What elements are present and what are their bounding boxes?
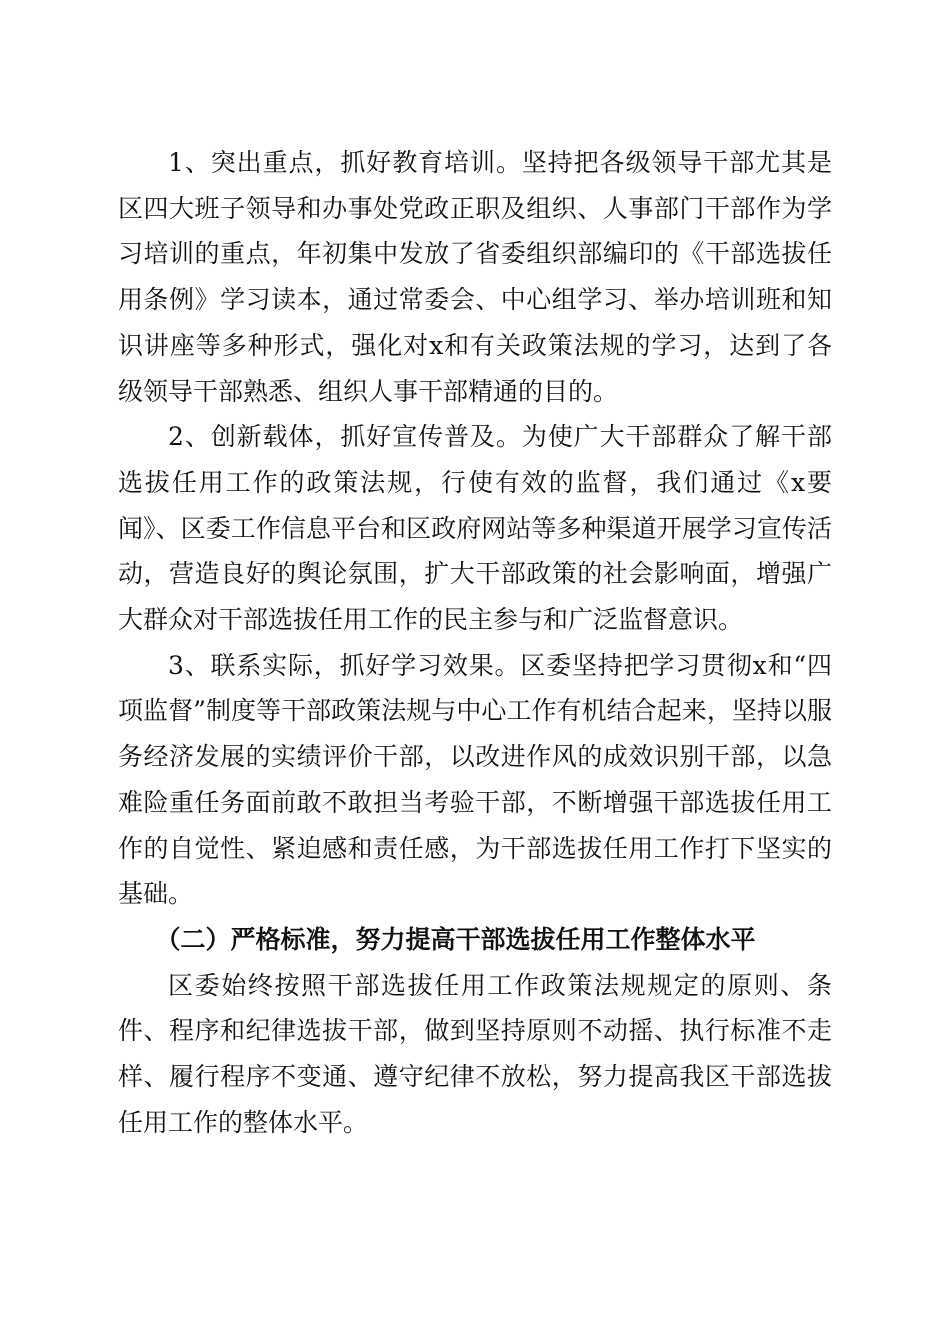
document-body (118, 140, 832, 1145)
paragraph-education-training: 1、突出重点，抓好教育培训。坚持把各级领导干部尤其是区四大班子领导和办事处党政正职及组织、人事部门干部作为学习培训的重点，年初集中发放了省委组织部编印的《干部选拔任用条例》学习读本，通过常委会、中心组学习、举办培训班和知识讲座等多种形式，强化对x和有关政策法规的学习，达到了各级领导干部熟悉、组织人事干部精通的目的。 (118, 148, 832, 406)
paragraph-publicity: 2、创新载体，抓好宣传普及。为使广大干部群众了解干部选拔任用工作的政策法规，行使有效的监督，我们通过《x要闻》、区委工作信息平台和区政府网站等多种渠道开展学习宣传活动，营造良好的舆论氛围，扩大干部政策的社会影响面，增强广大群众对干部选拔任用工作的民主参与和广泛监督意识。 (118, 422, 832, 635)
paragraph-standards: 区委始终按照干部选拔任用工作政策法规规定的原则、条件、程序和纪律选拔干部，做到坚持原则不动摇、执行标准不走样、履行程序不变通、遵守纪律不放松，努力提高我区干部选拔任用工作的整体水平。 (118, 970, 832, 1137)
section-heading: （二）严格标准，努力提高干部选拔任用工作整体水平 (155, 924, 756, 954)
paragraph-practical-effect: 3、联系实际，抓好学习效果。区委坚持把学习贯彻x和“四项监督”制度等干部政策法规与中心工作有机结合起来，坚持以服务经济发展的实绩评价干部，以改进作风的成效识别干部，以急难险重任务面前敢不敢担当考验干部，不断增强干部选拔任用工作的自觉性、紧迫感和责任感，为干部选拔任用工作打下坚实的基础。 (118, 650, 832, 909)
